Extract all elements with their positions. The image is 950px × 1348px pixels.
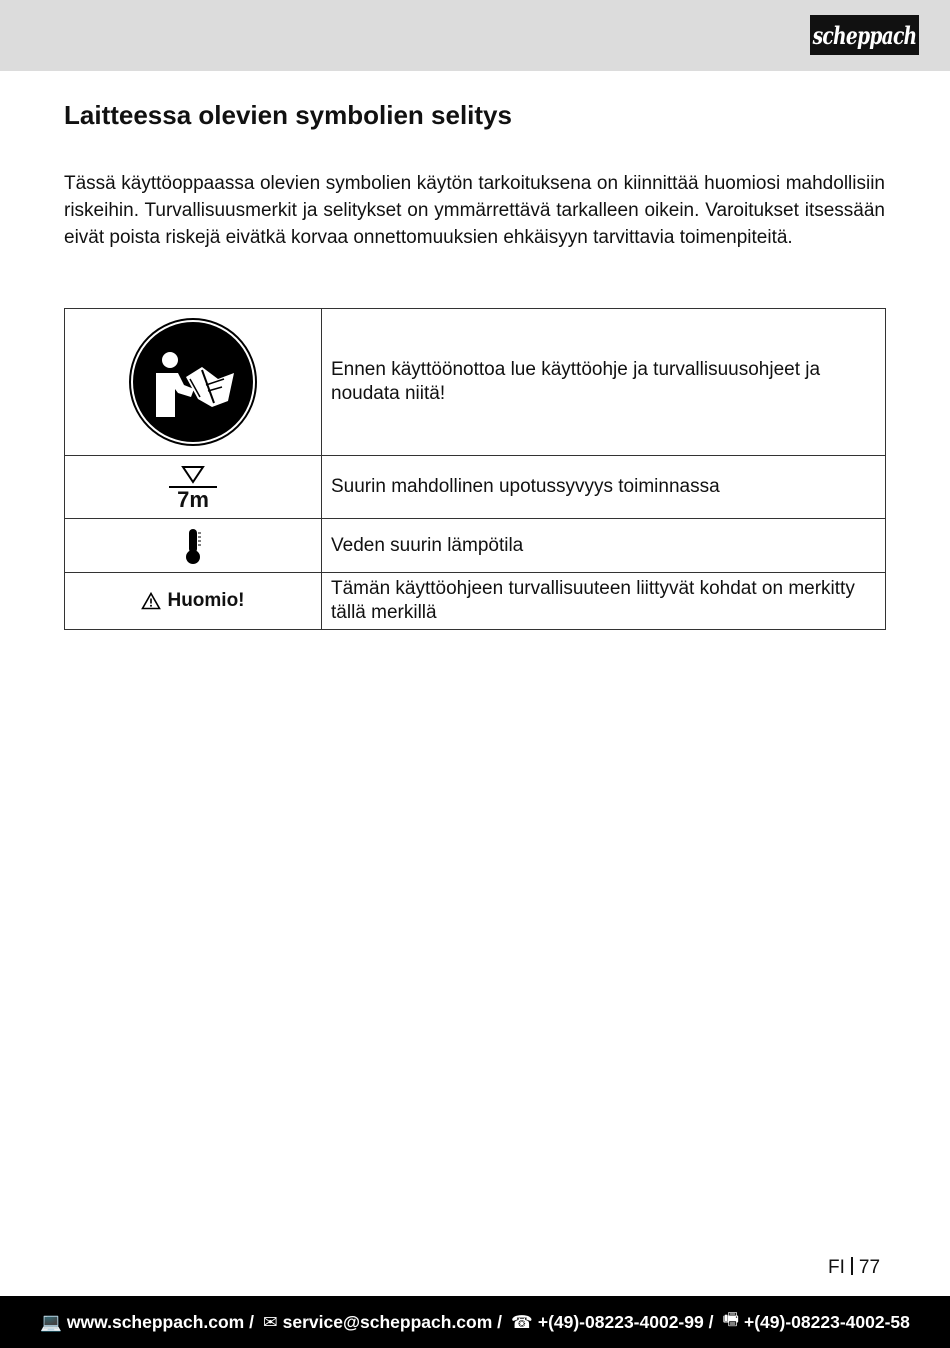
attention-label: Huomio!: [167, 590, 245, 611]
table-row: [65, 456, 886, 519]
page-title: Laitteessa olevien symbolien selitys: [64, 100, 512, 130]
fax-icon: 🖷: [722, 1309, 739, 1329]
description-cell: Suurin mahdollinen upotussyvyys toiminnassa: [322, 456, 886, 519]
contact-footer: [0, 1296, 950, 1348]
description-cell: Tämän käyttöohjeen turvallisuuteen liittyvät kohdat on merkitty tällä merkillä: [322, 573, 886, 630]
brand-logo: [810, 15, 919, 55]
page-number-value: 77: [858, 1257, 881, 1278]
table-row: [65, 519, 886, 573]
footer-fax: +(49)-08223-4002-58: [743, 1311, 910, 1332]
computer-icon: 💻: [40, 1311, 62, 1332]
logo-text: scheppach: [812, 20, 917, 50]
description-cell: Veden suurin lämpötila: [322, 519, 886, 573]
language-code: FI: [828, 1257, 845, 1278]
symbols-table: [64, 308, 886, 630]
warning-triangle-icon: [141, 592, 161, 610]
mail-icon: ✉: [262, 1311, 278, 1332]
page-number: [828, 1257, 880, 1279]
symbol-cell: [65, 309, 322, 456]
footer-phone: +(49)-08223-4002-99 /: [537, 1311, 714, 1332]
intro-paragraph: Tässä käyttöoppaassa olevien symbolien käytön tarkoituksena on kiinnittää huomiosi mahdollisiin riskeihin. Turvallisuusmerkit ja selitykset on ymmärrettävä tarkalleen oikein. Varoitukset itsessään eivät poista riskejä eivätkä korvaa onnettomuuksien ehkäisyyn tarvittavia toimenpiteitä.: [64, 173, 885, 248]
header-band: [0, 0, 950, 71]
footer-website[interactable]: www.scheppach.com /: [66, 1311, 254, 1332]
immersion-depth-icon: [165, 465, 221, 489]
thermometer-icon: [183, 527, 203, 565]
symbol-cell: [65, 519, 322, 573]
table-row: [65, 309, 886, 456]
read-manual-icon: [128, 317, 258, 447]
footer-email[interactable]: service@scheppach.com /: [282, 1311, 503, 1332]
phone-icon: ☎: [511, 1311, 533, 1332]
description-cell: Ennen käyttöönottoa lue käyttöohje ja turvallisuusohjeet ja noudata niitä!: [322, 309, 886, 456]
symbol-cell: [65, 456, 322, 519]
table-row: [65, 573, 886, 630]
depth-label: 7m: [177, 486, 209, 512]
page-number-divider: [851, 1257, 853, 1275]
symbol-cell: [65, 573, 322, 630]
